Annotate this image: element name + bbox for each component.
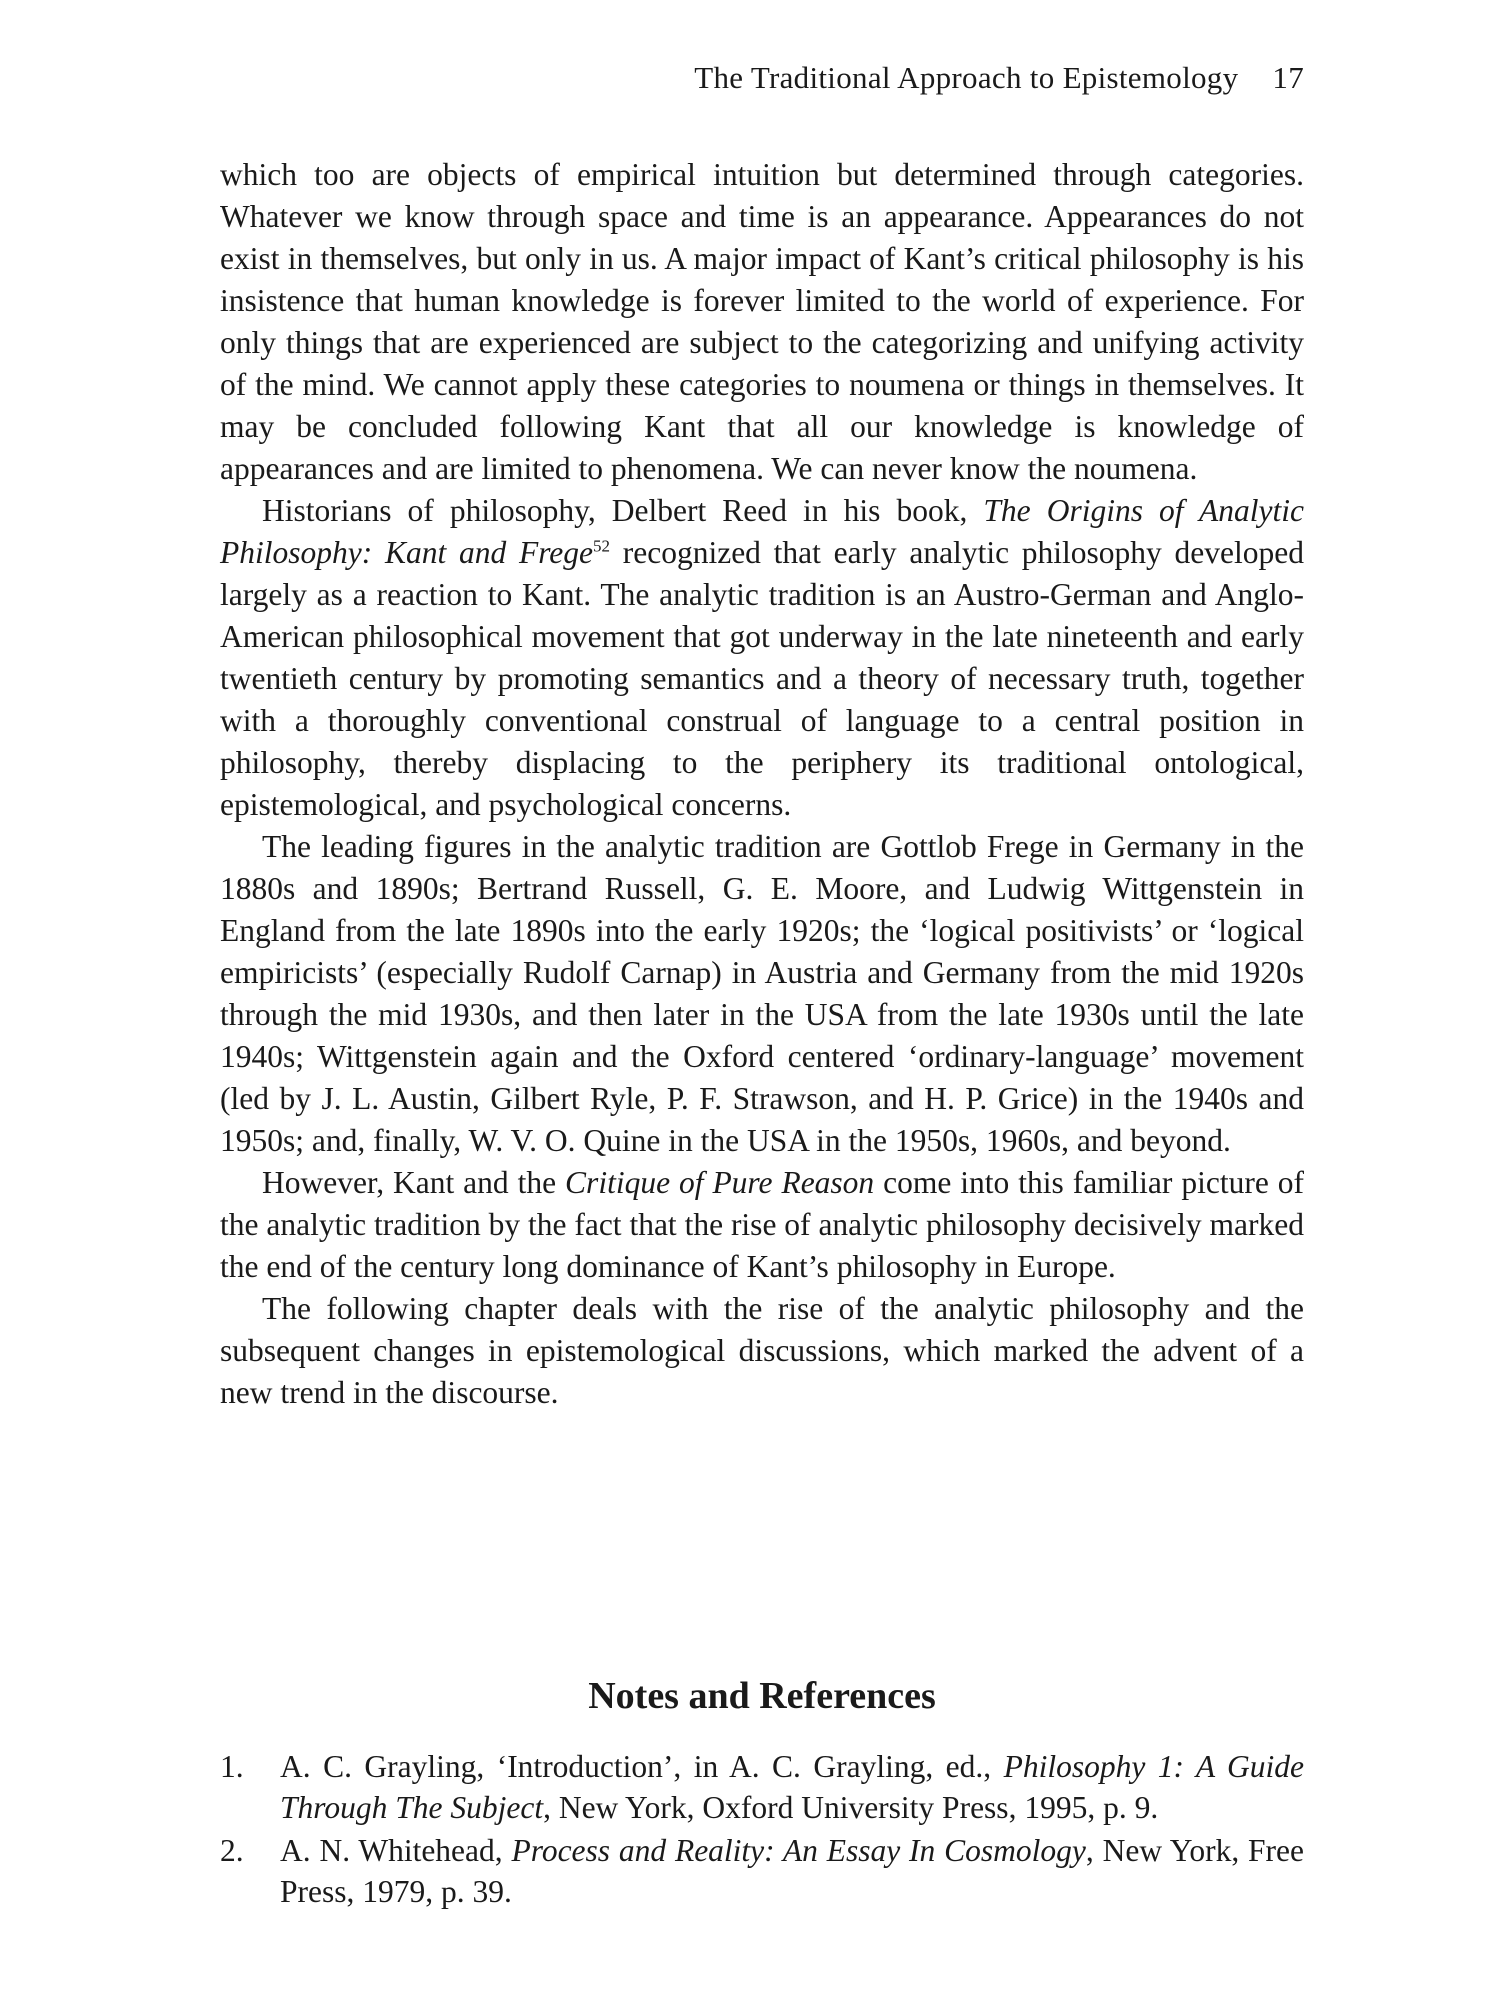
note-number: 2. <box>220 1833 244 1868</box>
note-number: 1. <box>220 1749 244 1784</box>
running-title: The Traditional Approach to Epistemology <box>694 60 1239 95</box>
note-text-post: , New York, Free Press, 1979, p. 39. <box>280 1833 1304 1909</box>
book-title-critique: Critique of Pure Reason <box>565 1165 875 1200</box>
note-item <box>220 1830 1304 1912</box>
note-item <box>220 1746 1304 1828</box>
note-text-post: , New York, Oxford University Press, 1995, p. 9. <box>543 1790 1159 1825</box>
notes-heading: Notes and References <box>588 1675 936 1717</box>
paragraph-4-text-a: However, Kant and the <box>262 1165 566 1200</box>
paragraph-5: The following chapter deals with the rise of the analytic philosophy and the subsequent changes in epistemological discussions, which marked the advent of a new trend in the discourse. <box>220 1291 1304 1410</box>
paragraph-3: The leading figures in the analytic tradition are Gottlob Frege in Germany in the 1880s and 1890s; Bertrand Russell, G. E. Moore, and Ludwig Wittgenstein in England from the late 1890s into the early 1920s; the ‘logical positivists’ or ‘logical empiricists’ (especially Rudolf Carnap) in Austria and Germany from the mid 1920s through the mid 1930s, and then later in the USA from the late 1930s until the late 1940s; Wittgenstein again and the Oxford centered ‘ordinary-language’ movement (led by J. L. Austin, Gilbert Ryle, P. F. Strawson, and H. P. Grice) in the 1940s and 1950s; and, finally, W. V. O. Quine in the USA in the 1950s, 1960s, and beyond. <box>220 829 1304 1158</box>
paragraph-4 <box>220 1162 1304 1288</box>
running-header <box>220 58 1304 98</box>
body-text <box>220 154 1304 1414</box>
footnote-ref-52: 52 <box>593 536 611 556</box>
notes-list <box>220 1746 1304 1914</box>
note-title: Process and Reality: An Essay In Cosmology <box>511 1833 1086 1868</box>
note-title: Philosophy 1: A Guide Through The Subject <box>280 1749 1305 1825</box>
note-text-pre: A. N. Whitehead, <box>280 1833 512 1868</box>
page-number: 17 <box>1272 60 1304 95</box>
paragraph-1: which too are objects of empirical intuition but determined through categories. Whatever we know through space and time is an appearance. Appearances do not exist in themselves, but only in us. A major impact of Kant’s critical philosophy is his insistence that human knowledge is forever limited to the world of experience. For only things that are experienced are subject to the categorizing and unifying activity of the mind. We cannot apply these categories to noumena or things in themselves. It may be concluded following Kant that all our knowledge is knowledge of appearances and are limited to phenomena. We can never know the noumena. <box>220 157 1304 486</box>
book-title-origins: The Origins of Analytic Philosophy: Kant and Frege <box>220 493 1304 570</box>
paragraph-2 <box>220 490 1304 826</box>
paragraph-2-text-b: recognized that early analytic philosophy developed largely as a reaction to Kant. The analytic tradition is an Austro-German and Anglo-American philosophical movement that got underway in the late nineteenth and early twentieth century by promoting semantics and a theory of necessary truth, together with a thoroughly conventional construal of language to a central position in philosophy, thereby displacing to the periphery its traditional ontological, epistemological, and psychological concerns. <box>220 535 1304 822</box>
paragraph-4-text-b: come into this familiar picture of the analytic tradition by the fact that the rise of analytic philosophy decisively marked the end of the century long dominance of Kant’s philosophy in Europe. <box>220 1165 1304 1284</box>
note-text-pre: A. C. Grayling, ‘Introduction’, in A. C. Grayling, ed., <box>280 1749 1004 1784</box>
paragraph-2-text-a: Historians of philosophy, Delbert Reed in his book, <box>262 493 984 528</box>
